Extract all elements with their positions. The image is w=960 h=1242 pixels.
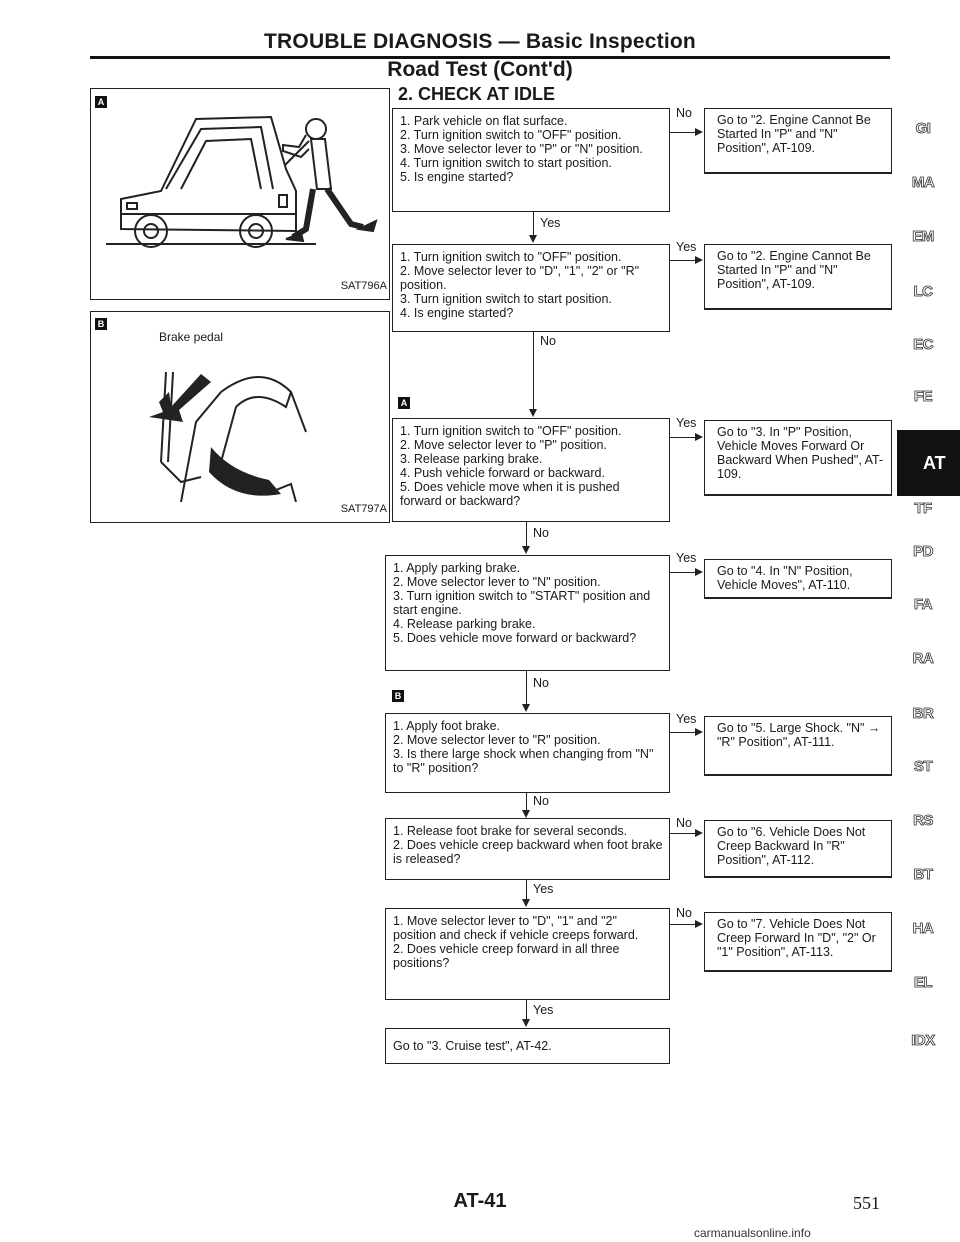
side-index-fe[interactable]: FE xyxy=(913,388,933,405)
car-push-illustration xyxy=(101,99,381,279)
down-line xyxy=(533,332,534,410)
section-title: 2. CHECK AT IDLE xyxy=(398,84,556,104)
step-line: 2. Move selector lever to "D", "1", "2" or "R" position. xyxy=(400,264,640,292)
step-box-6 xyxy=(385,818,670,880)
flow-marker-b: B xyxy=(392,690,404,702)
side-index-lc[interactable]: LC xyxy=(913,283,933,300)
branch-label-right: Yes xyxy=(676,416,697,430)
branch-line xyxy=(670,437,696,438)
branch-label-right: No xyxy=(676,106,692,120)
step-line: 2. Does vehicle creep forward in all three positions? xyxy=(393,942,620,970)
step-line: 5. Does vehicle move forward or backward? xyxy=(393,631,637,645)
step-line: 3. Turn ignition switch to "START" position and start engine. xyxy=(393,589,651,617)
side-index-fa[interactable]: FA xyxy=(913,596,933,613)
result-box-6: Go to "6. Vehicle Does Not Creep Backward In "R" Position", AT-112. xyxy=(704,820,892,878)
branch-label-right: Yes xyxy=(676,240,697,254)
step-line: 1. Apply foot brake. xyxy=(393,719,501,733)
arrow-down xyxy=(522,546,530,554)
step-line: 2. Does vehicle creep backward when foot brake is released? xyxy=(393,838,663,866)
side-index-ma[interactable]: MA xyxy=(911,174,935,191)
step-line: 3. Move selector lever to "P" or "N" position. xyxy=(400,142,643,156)
step-box-7 xyxy=(385,908,670,1000)
side-index-bt[interactable]: BT xyxy=(913,866,933,883)
step-line: 2. Turn ignition switch to "OFF" position. xyxy=(400,128,622,142)
figure-b-code: SAT797A xyxy=(340,503,387,515)
arrow-right xyxy=(695,256,703,264)
step-box-2 xyxy=(392,244,670,332)
branch-label-down: Yes xyxy=(533,1003,554,1017)
side-index-tf[interactable]: TF xyxy=(914,500,932,517)
step-line: 1. Turn ignition switch to "OFF" position. xyxy=(400,250,622,264)
down-line xyxy=(526,1000,527,1020)
arrow-right xyxy=(695,128,703,136)
flow-marker-a: A xyxy=(398,397,410,409)
step-line: 3. Release parking brake. xyxy=(400,452,543,466)
page-number: 551 xyxy=(853,1193,880,1213)
side-index-pd[interactable]: PD xyxy=(913,543,933,560)
step-line: 1. Release foot brake for several seconds. xyxy=(393,824,628,838)
result-box-5: Go to "5. Large Shock. "N" → "R" Position", AT-111. xyxy=(704,716,892,776)
side-index-em[interactable]: EM xyxy=(912,228,934,245)
down-line xyxy=(533,212,534,236)
branch-line xyxy=(670,924,696,925)
side-index-ha[interactable]: HA xyxy=(912,920,934,937)
arrow-down xyxy=(522,810,530,818)
side-index-br[interactable]: BR xyxy=(912,705,934,722)
step-line: 2. Move selector lever to "P" position. xyxy=(400,438,607,452)
side-index-ra[interactable]: RA xyxy=(912,650,934,667)
down-line xyxy=(526,880,527,900)
branch-label-right: No xyxy=(676,906,692,920)
branch-label-down: No xyxy=(533,526,549,540)
branch-label-down: No xyxy=(533,794,549,808)
figure-a-code: SAT796A xyxy=(340,280,387,292)
step-line: Go to "3. Cruise test", AT-42. xyxy=(393,1039,552,1053)
side-index-idx[interactable]: IDX xyxy=(911,1032,935,1049)
branch-label-down: No xyxy=(533,676,549,690)
figure-a xyxy=(90,88,390,300)
step-line: 5. Is engine started? xyxy=(400,170,514,184)
brake-pedal-label: Brake pedal xyxy=(159,330,224,344)
step-line: 5. Does vehicle move when it is pushed forward or backward? xyxy=(400,480,620,508)
arrow-down xyxy=(522,1019,530,1027)
step-line: 4. Turn ignition switch to start position. xyxy=(400,156,612,170)
arrow-down xyxy=(529,235,537,243)
arrow-right xyxy=(695,728,703,736)
step-box-4 xyxy=(385,555,670,671)
branch-label-down: Yes xyxy=(533,882,554,896)
branch-label-right: No xyxy=(676,816,692,830)
branch-line xyxy=(670,833,696,834)
step-line: 2. Move selector lever to "N" position. xyxy=(393,575,601,589)
arrow-down xyxy=(522,899,530,907)
step-line: 1. Apply parking brake. xyxy=(393,561,521,575)
step-line: 4. Is engine started? xyxy=(400,306,514,320)
result-box-4: Go to "4. In "N" Position, Vehicle Moves", AT-110. xyxy=(704,559,892,599)
step-box-1 xyxy=(392,108,670,212)
down-line xyxy=(526,793,527,811)
step-line: 3. Turn ignition switch to start position. xyxy=(400,292,612,306)
branch-label-down: Yes xyxy=(540,216,561,230)
side-index-ec[interactable]: EC xyxy=(913,336,933,353)
brake-pedal-illustration xyxy=(141,352,341,502)
down-line xyxy=(526,522,527,547)
side-index-st[interactable]: ST xyxy=(913,758,933,775)
branch-label-right: Yes xyxy=(676,551,697,565)
step-line: 1. Move selector lever to "D", "1" and "2" position and check if vehicle creeps forward. xyxy=(393,914,639,942)
figure-a-marker: A xyxy=(95,96,107,108)
step-line: 3. Is there large shock when changing from "N" to "R" position? xyxy=(393,747,654,775)
branch-line xyxy=(670,132,696,133)
down-line xyxy=(526,671,527,705)
step-line: 4. Release parking brake. xyxy=(393,617,536,631)
side-index-rs[interactable]: RS xyxy=(913,812,933,829)
arrow-down xyxy=(522,704,530,712)
step-line: 2. Move selector lever to "R" position. xyxy=(393,733,601,747)
result-box-7: Go to "7. Vehicle Does Not Creep Forward In "D", "2" Or "1" Position", AT-113. xyxy=(704,912,892,972)
branch-line xyxy=(670,732,696,733)
step-line: 4. Push vehicle forward or backward. xyxy=(400,466,605,480)
result-box-1: Go to "2. Engine Cannot Be Started In "P" and "N" Position", AT-109. xyxy=(704,108,892,174)
result-box-2: Go to "2. Engine Cannot Be Started In "P" and "N" Position", AT-109. xyxy=(704,244,892,310)
step-box-5 xyxy=(385,713,670,793)
page-header-title: TROUBLE DIAGNOSIS — Basic Inspection xyxy=(264,30,696,53)
arrow-right xyxy=(695,829,703,837)
step-line: 1. Turn ignition switch to "OFF" position. xyxy=(400,424,622,438)
step-box-final xyxy=(385,1028,670,1064)
result-box-3: Go to "3. In "P" Position, Vehicle Moves Forward Or Backward When Pushed", AT-109. xyxy=(704,420,892,496)
arrow-down xyxy=(529,409,537,417)
figure-b xyxy=(90,311,390,523)
arrow-right xyxy=(695,920,703,928)
side-index-el[interactable]: EL xyxy=(913,974,933,991)
branch-label-down: No xyxy=(540,334,556,348)
branch-line xyxy=(670,260,696,261)
branch-line xyxy=(670,572,696,573)
step-box-3 xyxy=(392,418,670,522)
arrow-right xyxy=(695,433,703,441)
side-index-at-active[interactable]: AT xyxy=(897,430,960,496)
watermark: carmanualsonline.info xyxy=(694,1226,811,1240)
figure-b-marker: B xyxy=(95,318,107,330)
arrow-right xyxy=(695,568,703,576)
branch-label-right: Yes xyxy=(676,712,697,726)
side-index-gi[interactable]: GI xyxy=(915,120,931,137)
page-code: AT-41 xyxy=(453,1190,507,1212)
page-subtitle: Road Test (Cont'd) xyxy=(387,58,573,81)
step-line: 1. Park vehicle on flat surface. xyxy=(400,114,568,128)
